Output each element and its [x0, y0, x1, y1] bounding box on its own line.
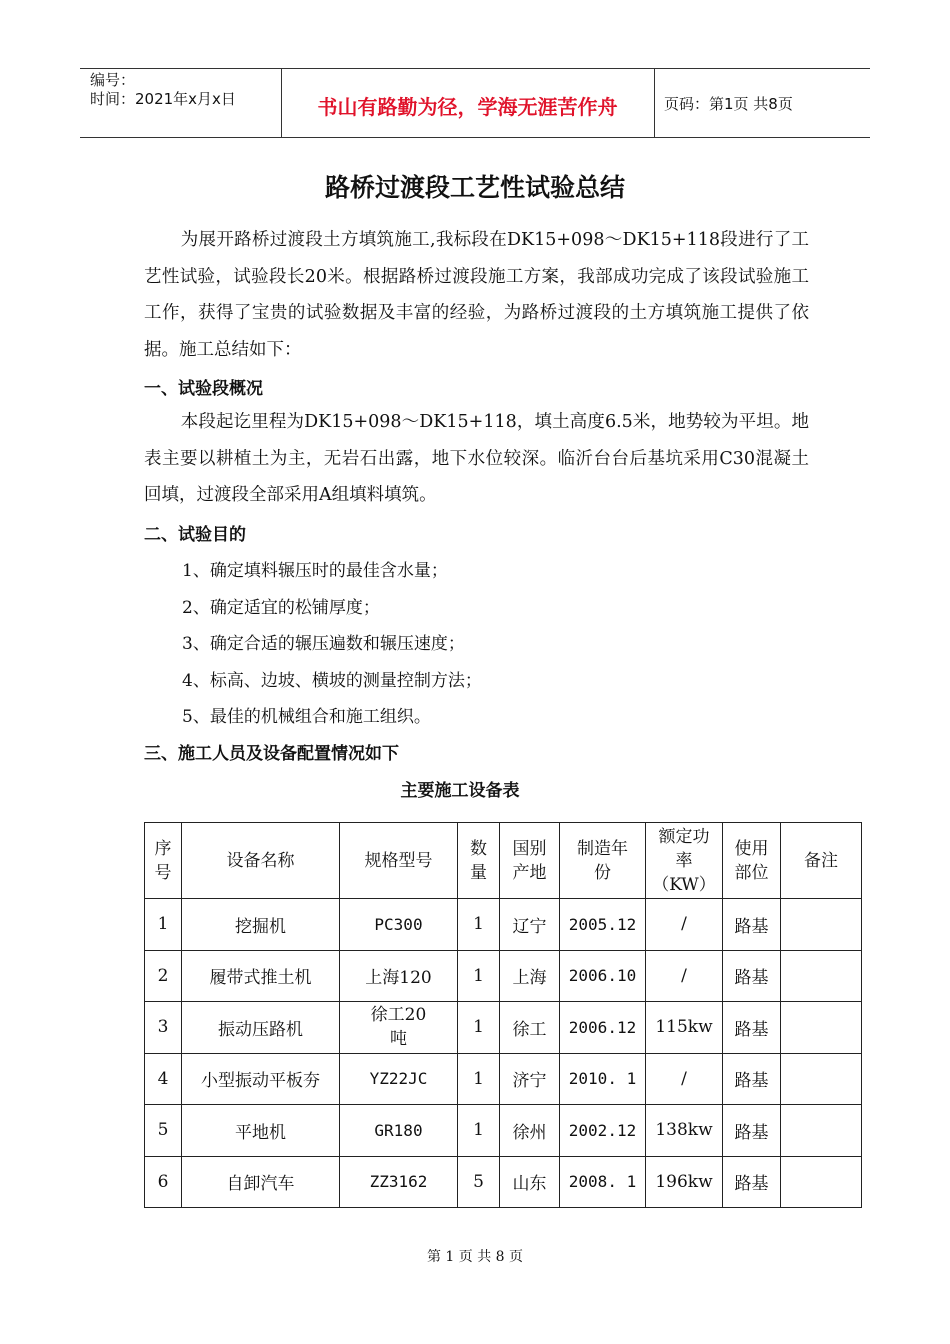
section-heading-overview: 一、试验段概况 [144, 379, 263, 399]
table-row [145, 1053, 862, 1105]
cell-seq: 3 [145, 1002, 182, 1054]
cell-power: 196kw [646, 1156, 723, 1208]
cell-use: 路基 [723, 950, 781, 1002]
cell-model: PC300 [340, 899, 458, 951]
table-row [145, 1002, 862, 1054]
cell-model: 上海120 [340, 950, 458, 1002]
cell-year: 2008. 1 [560, 1156, 646, 1208]
section-heading-equipment: 三、施工人员及设备配置情况如下 [144, 744, 399, 764]
cell-power: 138kw [646, 1105, 723, 1157]
cell-qty: 1 [458, 1105, 500, 1157]
header-use: 使用 部位 [723, 823, 781, 899]
header-qty: 数 量 [458, 823, 500, 899]
cell-name: 平地机 [182, 1105, 340, 1157]
cell-origin: 上海 [500, 950, 560, 1002]
cell-qty: 1 [458, 899, 500, 951]
cell-use: 路基 [723, 1053, 781, 1105]
table-row [145, 950, 862, 1002]
header-seq: 序 号 [145, 823, 182, 899]
cell-note [781, 1002, 862, 1054]
cell-note [781, 1105, 862, 1157]
cell-name: 自卸汽车 [182, 1156, 340, 1208]
cell-name: 小型振动平板夯 [182, 1053, 340, 1105]
cell-origin: 徐州 [500, 1105, 560, 1157]
table-header-row [145, 823, 862, 899]
cell-model: YZ22JC [340, 1053, 458, 1105]
cell-qty: 5 [458, 1156, 500, 1208]
cell-name: 挖掘机 [182, 899, 340, 951]
intro-paragraph: 为展开路桥过渡段土方填筑施工,我标段在DK15+098～DK15+118段进行了工艺性试验，试验段长20米。根据路桥过渡段施工方案，我部成功完成了该段试验施工工作，获得了宝贵的试验数据及丰富的经验，为路桥过渡段的土方填筑施工提供了依据。施工总结如下： [144, 230, 809, 360]
cell-note [781, 950, 862, 1002]
cell-year: 2010. 1 [560, 1053, 646, 1105]
cell-model: ZZ3162 [340, 1156, 458, 1208]
cell-year: 2005.12 [560, 899, 646, 951]
cell-year: 2002.12 [560, 1105, 646, 1157]
cell-use: 路基 [723, 1105, 781, 1157]
cell-qty: 1 [458, 950, 500, 1002]
goal-item: 2、确定适宜的松铺厚度； [182, 598, 380, 618]
cell-seq: 5 [145, 1105, 182, 1157]
cell-origin: 济宁 [500, 1053, 560, 1105]
header-meta [90, 71, 236, 109]
cell-use: 路基 [723, 899, 781, 951]
overview-paragraph: 本段起讫里程为DK15+098～DK15+118，填土高度6.5米，地势较为平坦。地表主要以耕植土为主，无岩石出露，地下水位较深。临沂台台后基坑采用C30混凝土回填，过渡段全部采用A组填料填筑。 [144, 412, 809, 505]
cell-seq: 6 [145, 1156, 182, 1208]
cell-seq: 1 [145, 899, 182, 951]
header-note: 备注 [781, 823, 862, 899]
header-motto: 书山有路勤为径，学海无涯苦作舟 [317, 95, 618, 119]
cell-use: 路基 [723, 1156, 781, 1208]
document-title: 路桥过渡段工艺性试验总结 [324, 173, 625, 202]
header-origin: 国别 产地 [500, 823, 560, 899]
header-year: 制造年 份 [560, 823, 646, 899]
cell-note [781, 1053, 862, 1105]
table-row [145, 1156, 862, 1208]
section-heading-purpose: 二、试验目的 [144, 525, 246, 545]
goal-item: 4、标高、边坡、横坡的测量控制方法； [182, 671, 482, 691]
table-row [145, 899, 862, 951]
cell-origin: 辽宁 [500, 899, 560, 951]
cell-origin: 徐工 [500, 1002, 560, 1054]
cell-qty: 1 [458, 1002, 500, 1054]
cell-name: 履带式推土机 [182, 950, 340, 1002]
header-model: 规格型号 [340, 823, 458, 899]
cell-year: 2006.10 [560, 950, 646, 1002]
cell-seq: 4 [145, 1053, 182, 1105]
header-divider [654, 69, 655, 137]
cell-use: 路基 [723, 1002, 781, 1054]
table-caption: 主要施工设备表 [400, 781, 520, 801]
time-label: 时间：2021年x月x日 [90, 90, 236, 108]
goal-item: 5、最佳的机械组合和施工组织。 [182, 707, 431, 727]
header-power: 额定功 率 （KW） [646, 823, 723, 899]
cell-model: GR180 [340, 1105, 458, 1157]
cell-power: 115kw [646, 1002, 723, 1054]
header-page-info: 页码：第1页 共8页 [664, 95, 793, 113]
cell-origin: 山东 [500, 1156, 560, 1208]
cell-note [781, 1156, 862, 1208]
cell-seq: 2 [145, 950, 182, 1002]
equipment-table [144, 822, 862, 1208]
cell-qty: 1 [458, 1053, 500, 1105]
header-name: 设备名称 [182, 823, 340, 899]
cell-power: / [646, 1053, 723, 1105]
cell-year: 2006.12 [560, 1002, 646, 1054]
number-label: 编号： [90, 71, 136, 89]
goal-item: 3、确定合适的辗压遍数和辗压速度； [182, 634, 465, 654]
cell-note [781, 899, 862, 951]
table-row [145, 1105, 862, 1157]
cell-power: / [646, 950, 723, 1002]
cell-power: / [646, 899, 723, 951]
page-footer: 第 1 页 共 8 页 [426, 1249, 524, 1265]
cell-name: 振动压路机 [182, 1002, 340, 1054]
goal-item: 1、确定填料辗压时的最佳含水量； [182, 561, 448, 581]
page-header [80, 68, 870, 138]
cell-model: 徐工20 吨 [340, 1002, 458, 1054]
